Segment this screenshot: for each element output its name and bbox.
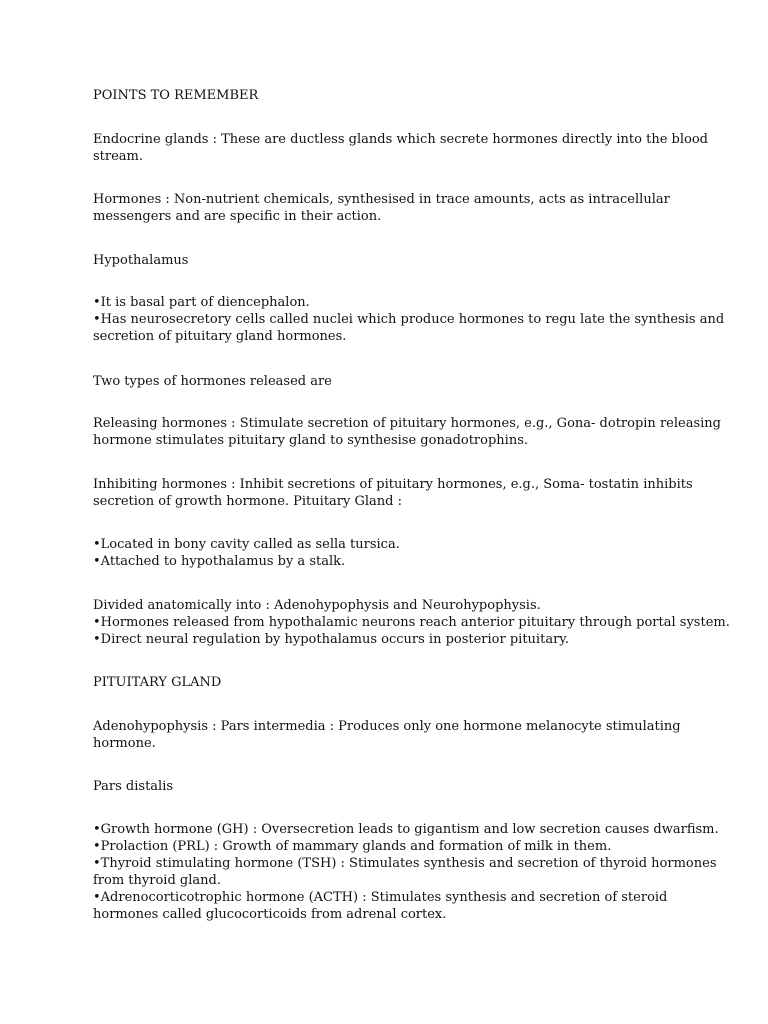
paragraph [93, 294, 724, 345]
text-line: Releasing hormones : Stimulate secretion of pituitary hormones, e.g., Gona- dotropin releasing [93, 416, 721, 431]
paragraph [93, 718, 681, 752]
paragraph [93, 536, 400, 570]
paragraph [93, 87, 258, 104]
paragraph [93, 191, 670, 225]
text-line: •Direct neural regulation by hypothalamus occurs in posterior pituitary. [93, 632, 570, 647]
paragraph [93, 476, 693, 510]
text-line: Endocrine glands : These are ductless glands which secrete hormones directly into the blood [93, 132, 708, 147]
text-line: secretion of growth hormone. Pituitary Gland : [93, 494, 402, 509]
text-line: Inhibiting hormones : Inhibit secretions of pituitary hormones, e.g., Soma- tostatin inhibits [93, 477, 693, 492]
text-line: Hormones : Non-nutrient chemicals, synthesised in trace amounts, acts as intracellular [93, 192, 670, 207]
paragraph [93, 821, 719, 923]
paragraph [93, 778, 173, 795]
paragraph [93, 252, 188, 269]
paragraph [93, 415, 721, 449]
text-line: •Attached to hypothalamus by a stalk. [93, 554, 346, 569]
paragraph [93, 373, 332, 390]
text-line: messengers and are specific in their action. [93, 209, 382, 224]
text-line: •Growth hormone (GH) : Oversecretion leads to gigantism and low secretion causes dwarfism. [93, 822, 719, 837]
text-line: •Prolaction (PRL) : Growth of mammary glands and formation of milk in them. [93, 839, 612, 854]
text-line: hormone stimulates pituitary gland to synthesise gonadotrophins. [93, 433, 529, 448]
paragraph [93, 597, 730, 648]
text-line: POINTS TO REMEMBER [93, 88, 259, 103]
text-line: Two types of hormones released are [93, 374, 332, 389]
text-line: from thyroid gland. [93, 873, 221, 888]
text-line: Divided anatomically into : Adenohypophysis and Neurohypophysis. [93, 598, 541, 613]
text-line: •Hormones released from hypothalamic neurons reach anterior pituitary through portal system. [93, 615, 730, 630]
text-line: Pars distalis [93, 779, 174, 794]
text-line: Hypothalamus [93, 253, 189, 268]
text-line: stream. [93, 149, 144, 164]
text-line: PITUITARY GLAND [93, 675, 222, 690]
text-line: hormone. [93, 736, 156, 751]
text-line: •Located in bony cavity called as sella tursica. [93, 537, 400, 552]
text-line: •Has neurosecretory cells called nuclei which produce hormones to regu late the synthesis and [93, 312, 725, 327]
text-line: •Thyroid stimulating hormone (TSH) : Stimulates synthesis and secretion of thyroid hormones [93, 856, 717, 871]
text-line: •It is basal part of diencephalon. [93, 295, 310, 310]
text-line: hormones called glucocorticoids from adrenal cortex. [93, 907, 447, 922]
paragraph [93, 674, 221, 691]
paragraph [93, 131, 708, 165]
text-line: Adenohypophysis : Pars intermedia : Produces only one hormone melanocyte stimulating [93, 719, 681, 734]
text-line: •Adrenocorticotrophic hormone (ACTH) : Stimulates synthesis and secretion of steroid [93, 890, 668, 905]
text-line: secretion of pituitary gland hormones. [93, 329, 347, 344]
